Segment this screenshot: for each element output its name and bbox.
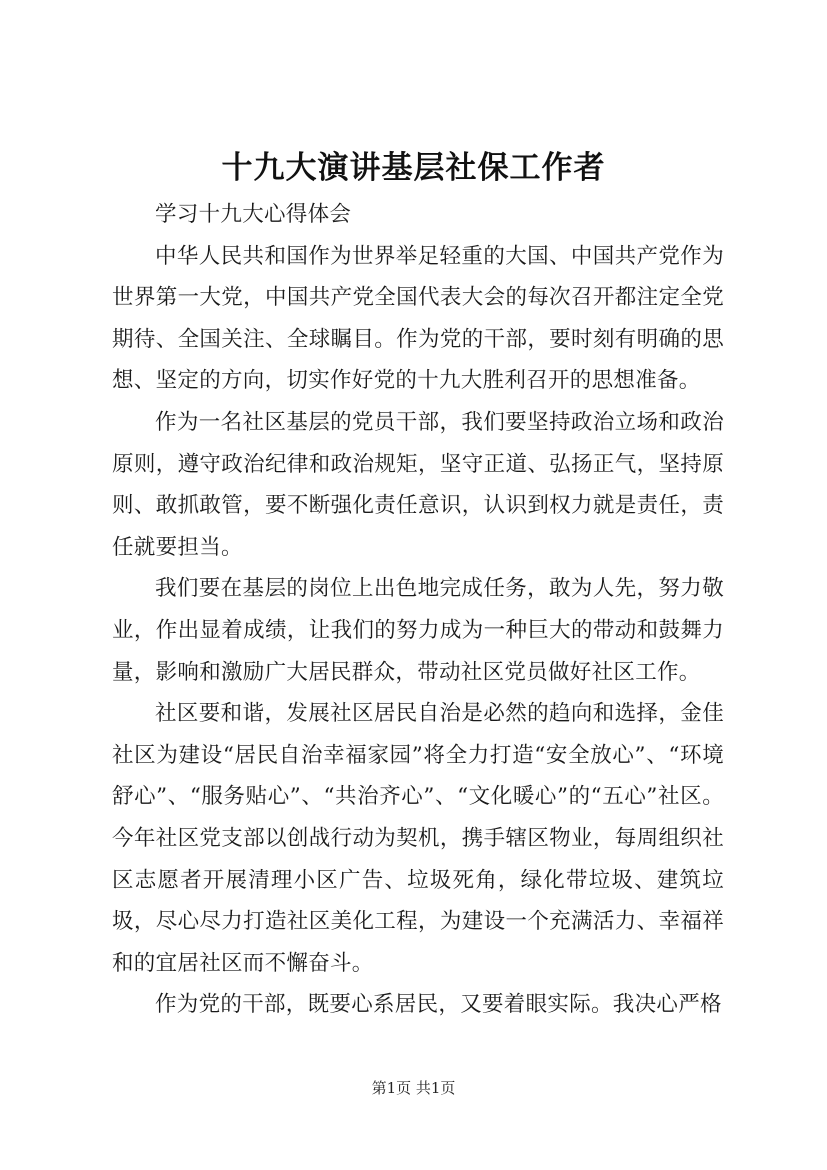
document-body <box>112 194 724 1026</box>
paragraph: 作为一名社区基层的党员干部，我们要坚持政治立场和政治原则，遵守政治纪律和政治规矩，坚守正道、弘扬正气，坚持原则、敢抓敢管，要不断强化责任意识，认识到权力就是责任，责任就要担当。 <box>112 409 724 560</box>
paragraph: 作为党的干部，既要心系居民，又要着眼实际。我决心严格 <box>155 992 722 1018</box>
paragraph-subtitle: 学习十九大心得体会 <box>155 202 352 227</box>
paragraph: 我们要在基层的岗位上出色地完成任务，敢为人先，努力敬业，作出显着成绩，让我们的努力成为一种巨大的带动和鼓舞力量，影响和激励广大居民群众，带动社区党员做好社区工作。 <box>112 576 724 685</box>
paragraph: 社区要和谐，发展社区居民自治是必然的趋向和选择，金佳社区为建设“居民自治幸福家园”将全力打造“安全放心”、“环境舒心”、“服务贴心”、“共治齐心”、“文化暖心”的“五心”社区。今年社区党支部以创战行动为契机，携手辖区物业，每周组织社区志愿者开展清理小区广告、垃圾死角，绿化带垃圾、建筑垃圾，尽心尽力打造社区美化工程，为建设一个充满活力、幸福祥和的宜居社区而不懈奋斗。 <box>112 701 724 976</box>
document-title: 十九大演讲基层社保工作者 <box>221 150 606 186</box>
page-footer: 第1页 共1页 <box>371 1079 456 1097</box>
paragraph: 中华人民共和国作为世界举足轻重的大国、中国共产党作为世界第一大党，中国共产党全国代表大会的每次召开都注定全党期待、全国关注、全球瞩目。作为党的干部，要时刻有明确的思想、坚定的方向，切实作好党的十九大胜利召开的思想准备。 <box>112 243 724 394</box>
